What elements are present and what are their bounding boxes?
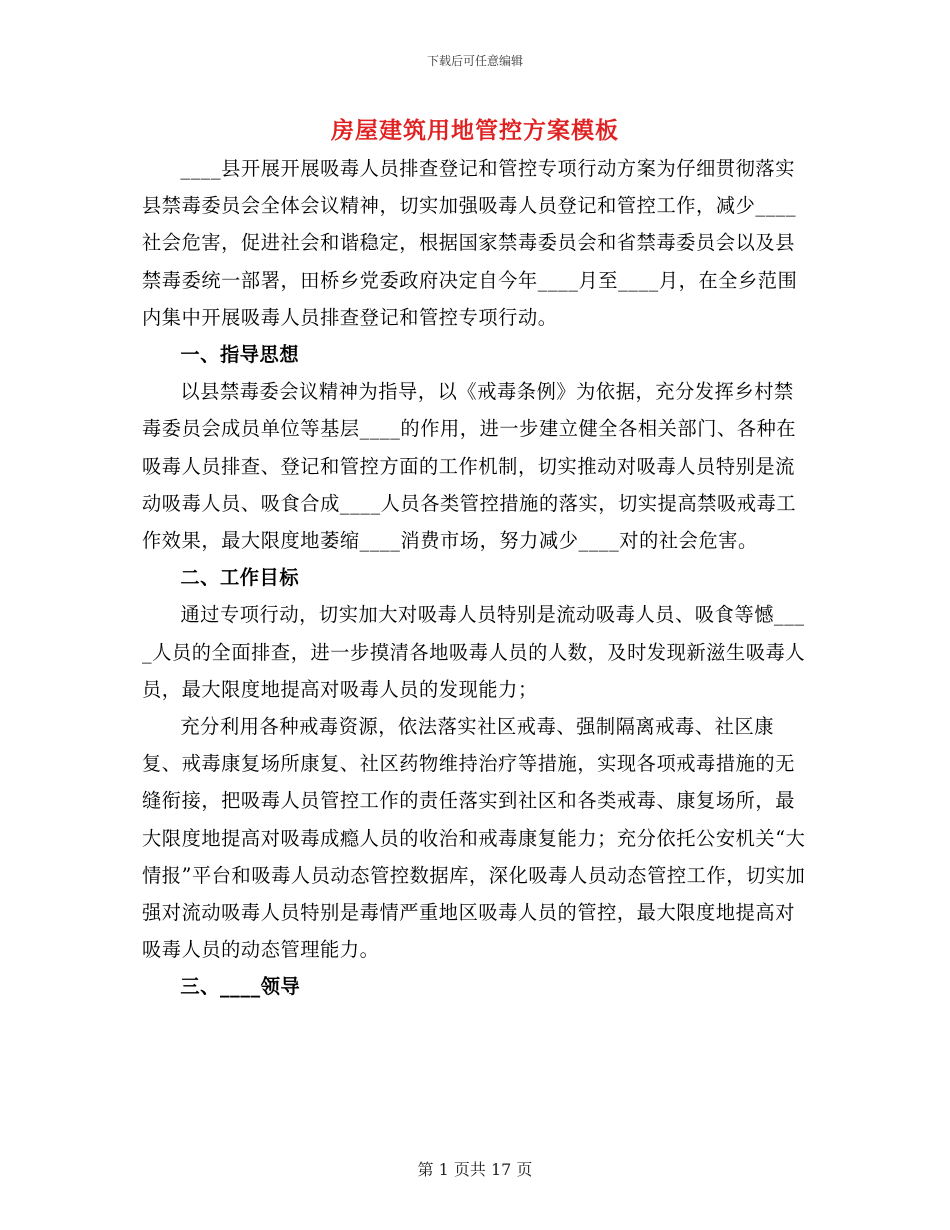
document-title: 房屋建筑用地管控方案模板 [331, 117, 619, 144]
guiding-thought-paragraph: 以县禁毒委会议精神为指导，以《戒毒条例》为依据，充分发挥乡村禁毒委员会成员单位等基层____的作用，进一步建立健全各相关部门、各种在吸毒人员排查、登记和管控方面的工作机制，切实推动对吸毒人员特别是流动吸毒人员、吸食合成____人员各类管控措施的落实，切实提高禁吸戒毒工作效果，最大限度地萎缩____消费市场，努力减少____对的社会危害。 [142, 380, 797, 553]
page-number-footer: 第 1 页共 17 页 [417, 1160, 533, 1179]
section-heading-work-goals: 二、工作目标 [180, 566, 300, 590]
section-heading-leadership: 三、____领导 [180, 975, 301, 999]
page-header-note: 下载后可任意编辑 [426, 54, 523, 68]
document-body [142, 150, 810, 1006]
intro-paragraph: ____县开展开展吸毒人员排查登记和管控专项行动方案为仔细贯彻落实县禁毒委员会全体会议精神，切实加强吸毒人员登记和管控工作，减少____社会危害，促进社会和谐稳定，根据国家禁毒委员会和省禁毒委员会以及县禁毒委统一部署，田桥乡党委政府决定自今年____月至____月，在全乡范围内集中开展吸毒人员排查登记和管控专项行动。 [142, 157, 798, 329]
work-goals-paragraph-1: 通过专项行动，切实加大对吸毒人员特别是流动吸毒人员、吸食等憾____人员的全面排查，进一步摸清各地吸毒人员的人数，及时发现新滋生吸毒人员，最大限度地提高对吸毒人员的发现能力； [142, 603, 806, 701]
section-heading-guiding-thought: 一、指导思想 [180, 343, 300, 367]
work-goals-paragraph-2: 充分利用各种戒毒资源，依法落实社区戒毒、强制隔离戒毒、社区康复、戒毒康复场所康复、社区药物维持治疗等措施，实现各项戒毒措施的无缝衔接，把吸毒人员管控工作的责任落实到社区和各类戒毒、康复场所，最大限度地提高对吸毒成瘾人员的收治和戒毒康复能力；充分依托公安机关“大情报”平台和吸毒人员动态管控数据库，深化吸毒人员动态管控工作，切实加强对流动吸毒人员特别是毒情严重地区吸毒人员的管控，最大限度地提高对吸毒人员的动态管理能力。 [142, 715, 806, 962]
